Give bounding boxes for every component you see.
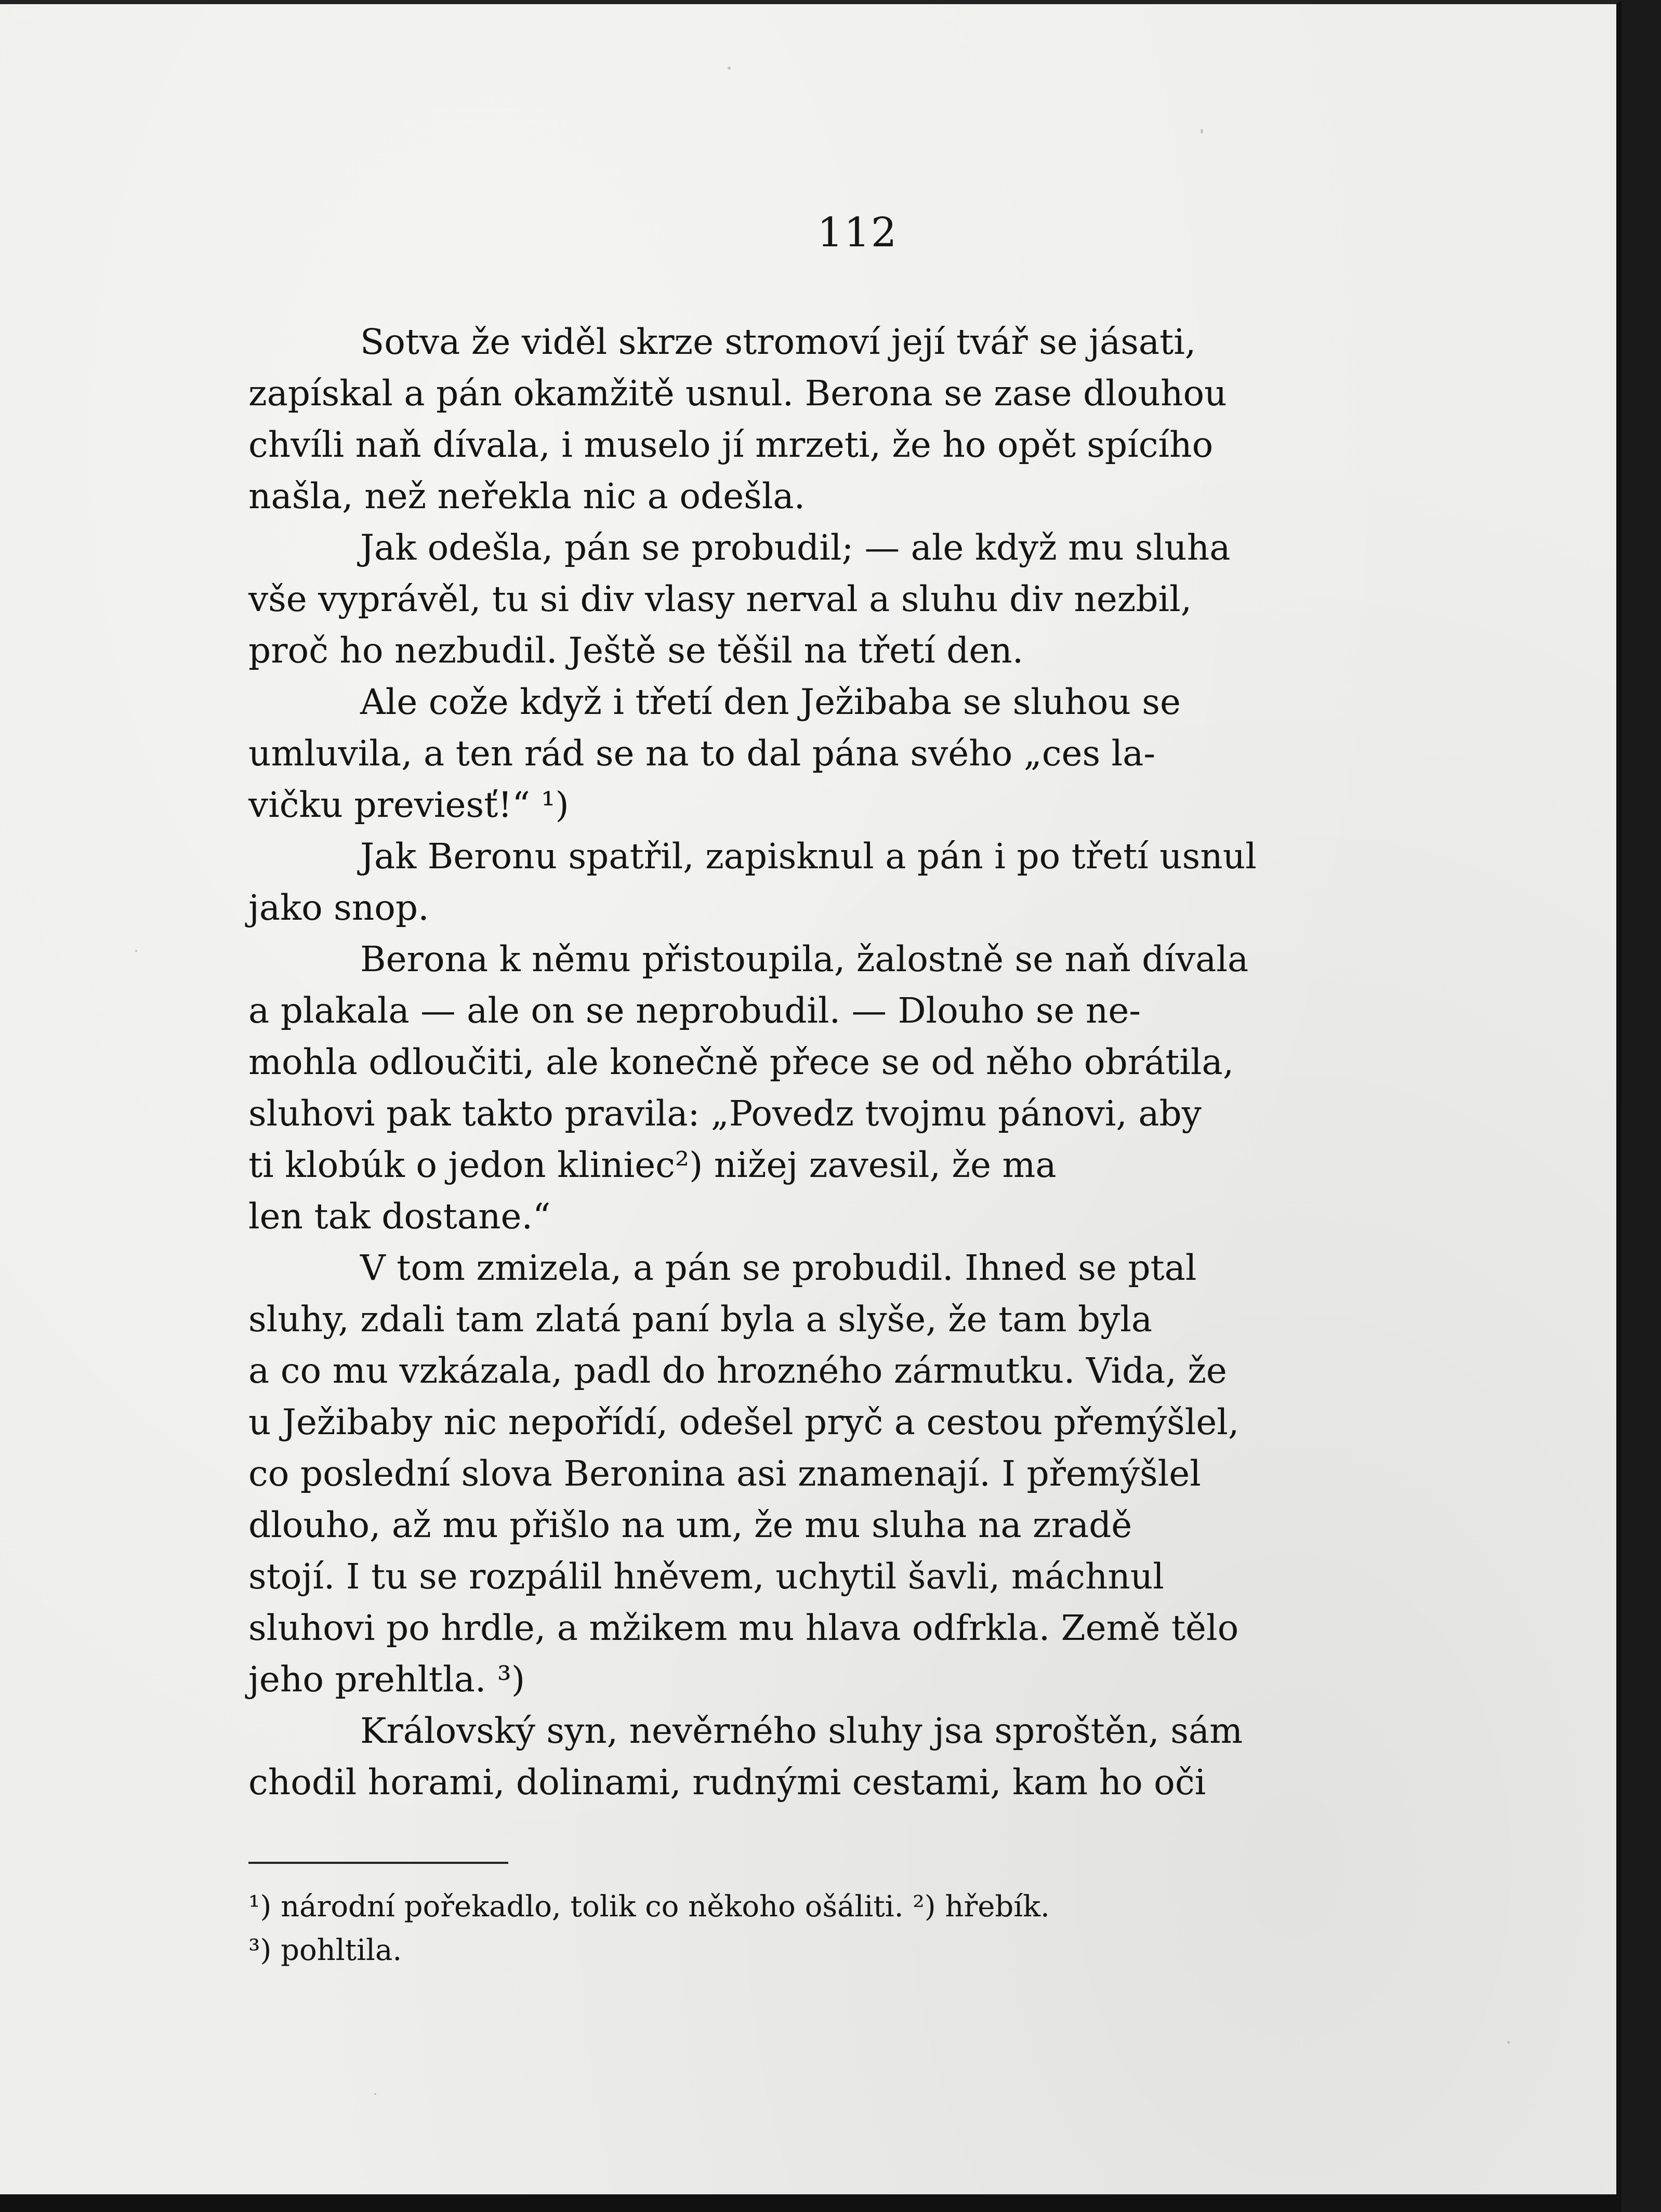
paragraph: Jak Beronu spatřil, zapisknul a pán i po třetí usnul jako snop. <box>248 836 1257 928</box>
paragraph: Královský syn, nevěrného sluhy jsa sproštěn, sám chodil horami, dolinami, rudnými cestami, kam ho oči <box>248 1710 1243 1803</box>
paragraph: Berona k němu přistoupila, žalostně se naň dívala a plakala — ale on se neprobudil. — Dlouho se ne- mohla odloučiti, ale konečně přece se od něho obrátila, sluhovi pak takto pravila: „Povedz tvojmu pánovi, aby ti klobúk o jedon kliniec²) nižej zavesil, že ma len tak dostane.“ <box>248 938 1249 1237</box>
body-text <box>248 316 1485 1808</box>
footnote-divider <box>248 1862 508 1864</box>
paper-speck <box>728 67 731 70</box>
page-number: 112 <box>817 209 898 256</box>
paragraph: Jak odešla, pán se probudil; — ale když mu sluha vše vyprávěl, tu si div vlasy nerval a sluhu div nezbil, proč ho nezbudil. Ještě se těšil na třetí den. <box>248 527 1231 671</box>
paper-speck <box>1507 2041 1510 2044</box>
paper-speck <box>1201 129 1203 134</box>
paragraph: Sotva že viděl skrze stromoví její tvář se jásati, zapískal a pán okamžitě usnul. Berona se zase dlouhou chvíli naň dívala, i muselo jí mrzeti, že ho opět spícího našla, než neřekla nic a odešla. <box>248 321 1227 516</box>
paragraph: Ale cože když i třetí den Ježibaba se sluhou se umluvila, a ten rád se na to dal pána svého „ces la- vičku previesť!“ ¹) <box>248 681 1181 825</box>
paragraph: V tom zmizela, a pán se probudil. Ihned se ptal sluhy, zdali tam zlatá paní byla a slyše, že tam byla a co mu vzkázala, padl do hrozného zármutku. Vida, že u Ježibaby nic nepořídí, odešel pryč a cestou přemýšlel, co poslední slova Beronina asi znamenají. I přemýšlel dlouho, až mu přišlo na um, že mu sluha na zradě stojí. I tu se rozpálil hněvem, uchytil šavli, máchnul sluhovi po hrdle, a mžikem mu hlava odfrkla. Země tělo jeho prehltla. ³) <box>248 1247 1240 1700</box>
paper-speck <box>135 950 137 952</box>
paper-speck <box>374 2093 376 2095</box>
footnotes: ¹) národní pořekadlo, tolik co někoho ošáliti. ²) hřebík. ³) pohltila. <box>248 1890 1050 1967</box>
